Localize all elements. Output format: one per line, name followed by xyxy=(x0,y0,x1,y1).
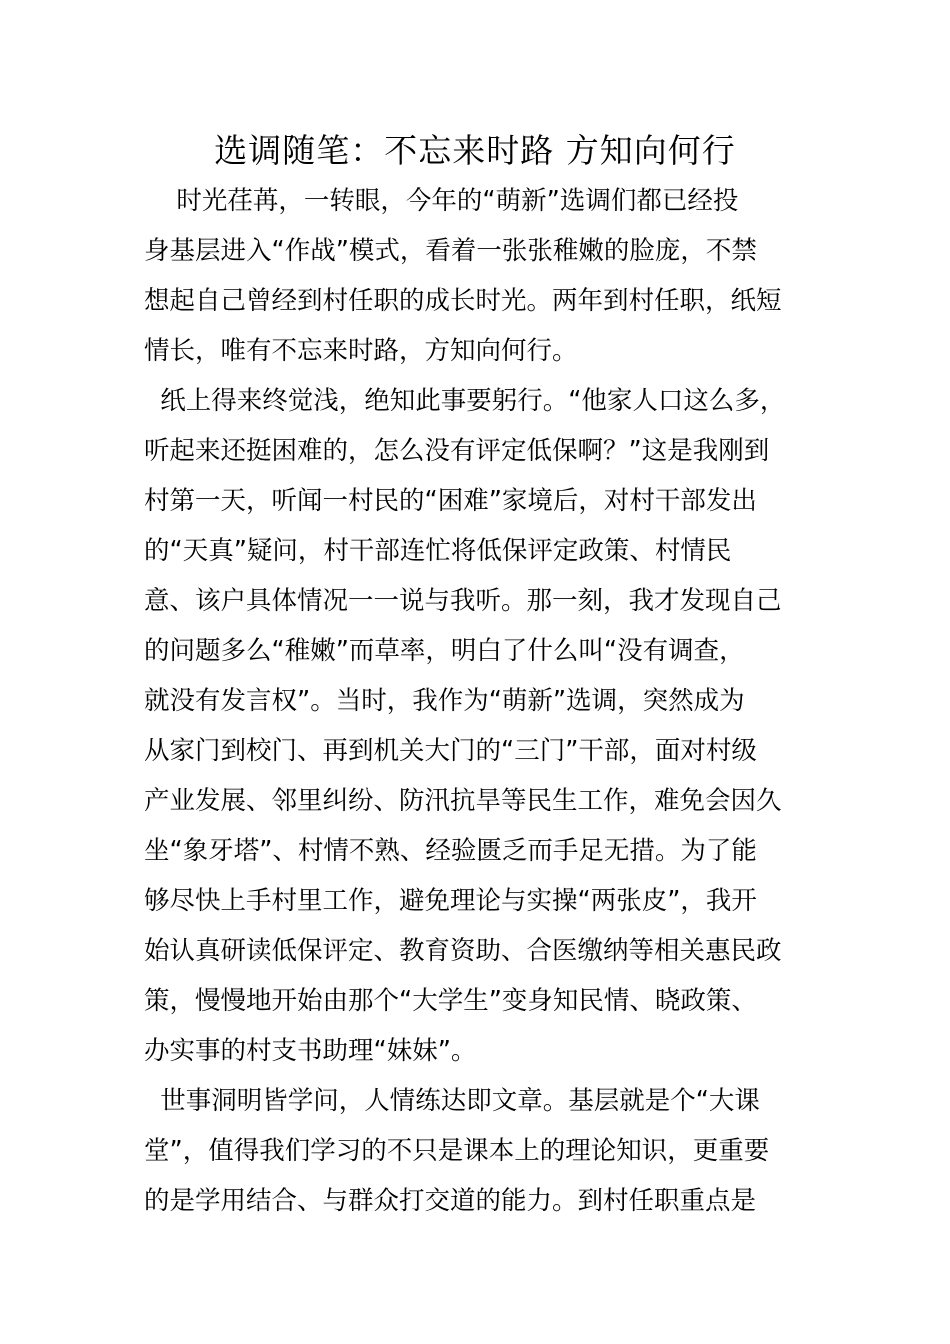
text-line: 堂”，值得我们学习的不只是课本上的理论知识，更重要 xyxy=(144,1136,770,1166)
text-line: 够尽快上手村里工作，避免理论与实操“两张皮”，我开 xyxy=(144,886,757,916)
text-line: 从家门到校门、再到机关大门的“三门”干部，面对村级 xyxy=(144,736,757,766)
text-line: 的是学用结合、与群众打交道的能力。到村任职重点是 xyxy=(144,1186,757,1216)
text-line: 产业发展、邻里纠纷、防汛抗旱等民生工作，难免会因久 xyxy=(144,786,782,816)
text-line: 村第一天，听闻一村民的“困难”家境后，对村干部发出 xyxy=(144,486,757,516)
document-body xyxy=(144,176,810,1226)
text-line: 就没有发言权”。当时，我作为“萌新”选调，突然成为 xyxy=(144,686,745,716)
text-line: 想起自己曾经到村任职的成长时光。两年到村任职，纸短 xyxy=(144,286,782,316)
text-line: 策，慢慢地开始由那个“大学生”变身知民情、晓政策、 xyxy=(144,986,757,1016)
text-line: 时光荏苒，一转眼，今年的“萌新”选调们都已经投 xyxy=(144,186,739,216)
text-line: 办实事的村支书助理“妹妹”。 xyxy=(144,1036,477,1066)
text-line: 听起来还挺困难的，怎么没有评定低保啊？”这是我刚到 xyxy=(144,436,770,466)
document-title: 选调随笔：不忘来时路 方知向何行 xyxy=(214,131,736,170)
text-line: 始认真研读低保评定、教育资助、合医缴纳等相关惠民政 xyxy=(144,936,782,966)
text-line: 世事洞明皆学问，人情练达即文章。基层就是个“大课 xyxy=(144,1086,760,1116)
text-line: 纸上得来终觉浅，绝知此事要躬行。“他家人口这么多， xyxy=(144,386,786,416)
text-line: 身基层进入“作战”模式，看着一张张稚嫩的脸庞，不禁 xyxy=(144,236,757,266)
text-line: 意、该户具体情况一一说与我听。那一刻，我才发现自己 xyxy=(144,586,782,616)
text-line: 的“天真”疑问，村干部连忙将低保评定政策、村情民 xyxy=(144,536,732,566)
text-line: 的问题多么“稚嫩”而草率，明白了什么叫“没有调查， xyxy=(144,636,745,666)
text-line: 坐“象牙塔”、村情不熟、经验匮乏而手足无措。为了能 xyxy=(144,836,757,866)
text-line: 情长，唯有不忘来时路，方知向何行。 xyxy=(144,336,578,366)
